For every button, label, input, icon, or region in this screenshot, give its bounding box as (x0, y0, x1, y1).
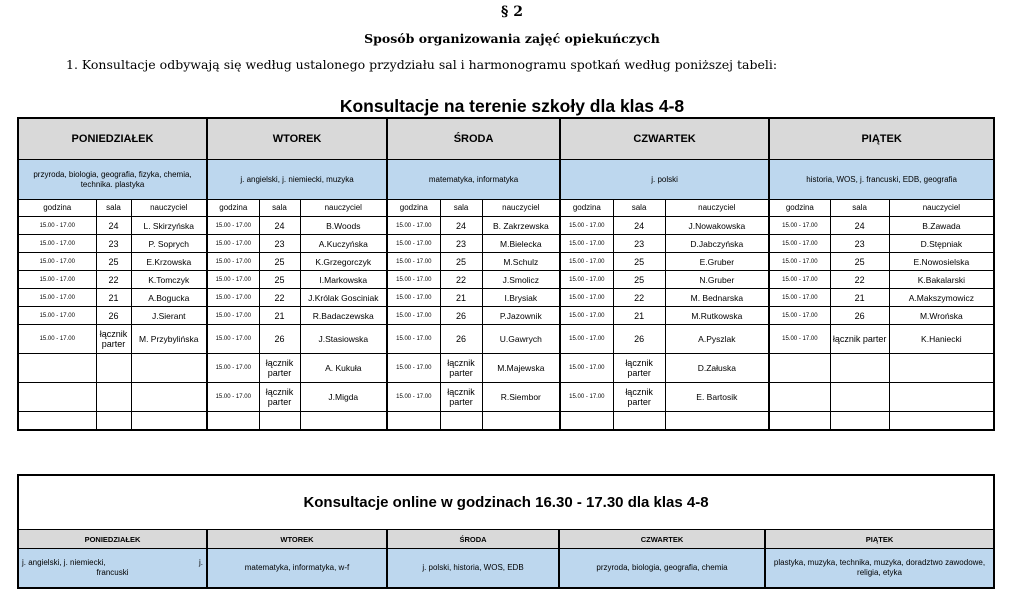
room-cell (259, 412, 300, 431)
day-header-monday: PONIEDZIAŁEK (18, 118, 207, 160)
time-cell: 15.00 - 17.00 (560, 307, 613, 325)
room-cell: łącznik parter (96, 325, 131, 354)
time-cell: 15.00 - 17.00 (769, 235, 830, 253)
subjects-thursday: j. polski (560, 160, 769, 200)
online-subjects-monday (18, 549, 207, 589)
teacher-cell: K.Haniecki (889, 325, 994, 354)
time-cell: 15.00 - 17.00 (387, 235, 440, 253)
teacher-cell: R.Siembor (482, 383, 560, 412)
online-day-thursday: CZWARTEK (559, 530, 765, 549)
room-cell (830, 354, 889, 383)
time-cell: 15.00 - 17.00 (207, 383, 259, 412)
teacher-cell: E. Bartosik (665, 383, 769, 412)
online-subjects-wednesday: j. polski, historia, WOS, EDB (387, 549, 559, 589)
room-cell: 21 (613, 307, 665, 325)
room-cell: 24 (259, 217, 300, 235)
room-cell: łącznik parter (440, 383, 482, 412)
room-cell: 21 (830, 289, 889, 307)
teacher-cell: B. Zakrzewska (482, 217, 560, 235)
room-cell (830, 383, 889, 412)
time-cell: 15.00 - 17.00 (207, 307, 259, 325)
col-header-time: godzina (18, 200, 96, 217)
time-cell: 15.00 - 17.00 (560, 354, 613, 383)
time-cell: 15.00 - 17.00 (769, 253, 830, 271)
room-cell: 24 (613, 217, 665, 235)
time-cell (18, 412, 96, 431)
time-cell (769, 354, 830, 383)
teacher-cell: R.Badaczewska (300, 307, 387, 325)
time-cell (769, 412, 830, 431)
teacher-cell: E.Krzowska (131, 253, 207, 271)
time-cell: 15.00 - 17.00 (18, 235, 96, 253)
time-cell (387, 412, 440, 431)
teacher-cell: D.Załuska (665, 354, 769, 383)
time-cell: 15.00 - 17.00 (18, 253, 96, 271)
time-cell: 15.00 - 17.00 (18, 271, 96, 289)
room-cell: łącznik parter (830, 325, 889, 354)
time-cell: 15.00 - 17.00 (387, 383, 440, 412)
school-consultations-table (17, 117, 995, 431)
teacher-cell: K.Bakalarski (889, 271, 994, 289)
room-cell: 25 (613, 271, 665, 289)
room-cell: 25 (613, 253, 665, 271)
room-cell: 25 (96, 253, 131, 271)
room-cell: 25 (259, 253, 300, 271)
teacher-cell: M. Przybylińska (131, 325, 207, 354)
teacher-cell (665, 412, 769, 431)
teacher-cell: J.Stasiowska (300, 325, 387, 354)
teacher-cell: K.Tomczyk (131, 271, 207, 289)
room-cell: 26 (96, 307, 131, 325)
time-cell: 15.00 - 17.00 (387, 289, 440, 307)
room-cell (96, 383, 131, 412)
teacher-cell: U.Gawrych (482, 325, 560, 354)
col-header-time: godzina (560, 200, 613, 217)
room-cell: łącznik parter (613, 354, 665, 383)
teacher-cell (889, 354, 994, 383)
online-day-tuesday: WTOREK (207, 530, 387, 549)
online-subjects-monday-left: j. angielski, j. niemiecki, (22, 558, 106, 567)
col-header-room: sala (96, 200, 131, 217)
teacher-cell (889, 383, 994, 412)
teacher-cell: E.Nowosielska (889, 253, 994, 271)
room-cell: 22 (830, 271, 889, 289)
room-cell: 23 (440, 235, 482, 253)
room-cell: 22 (440, 271, 482, 289)
teacher-cell: M.Bielecka (482, 235, 560, 253)
subjects-wednesday: matematyka, informatyka (387, 160, 560, 200)
room-cell: 24 (440, 217, 482, 235)
time-cell: 15.00 - 17.00 (560, 383, 613, 412)
time-cell: 15.00 - 17.00 (207, 217, 259, 235)
teacher-cell: L. Skirzyńska (131, 217, 207, 235)
room-cell: 24 (96, 217, 131, 235)
teacher-cell: A.Kuczyńska (300, 235, 387, 253)
time-cell: 15.00 - 17.00 (387, 307, 440, 325)
teacher-cell: J.Królak Gosciniak (300, 289, 387, 307)
time-cell: 15.00 - 17.00 (207, 235, 259, 253)
section-title: Sposób organizowania zajęć opiekuńczych (364, 31, 660, 46)
room-cell: 21 (96, 289, 131, 307)
time-cell (18, 354, 96, 383)
room-cell (96, 354, 131, 383)
time-cell: 15.00 - 17.00 (560, 217, 613, 235)
time-cell: 15.00 - 17.00 (18, 289, 96, 307)
subjects-friday: historia, WOS, j. francuski, EDB, geografia (769, 160, 994, 200)
room-cell: 24 (830, 217, 889, 235)
col-header-teacher: nauczyciel (300, 200, 387, 217)
time-cell: 15.00 - 17.00 (18, 217, 96, 235)
room-cell: 25 (830, 253, 889, 271)
day-header-thursday: CZWARTEK (560, 118, 769, 160)
day-header-friday: PIĄTEK (769, 118, 994, 160)
school-table-title: Konsultacje na terenie szkoły dla klas 4-8 (339, 96, 685, 116)
teacher-cell (300, 412, 387, 431)
room-cell: 22 (613, 289, 665, 307)
room-cell: 26 (830, 307, 889, 325)
room-cell: łącznik parter (259, 383, 300, 412)
room-cell (613, 412, 665, 431)
time-cell: 15.00 - 17.00 (769, 289, 830, 307)
room-cell: 26 (440, 325, 482, 354)
teacher-cell: M.Wrońska (889, 307, 994, 325)
room-cell: 26 (613, 325, 665, 354)
room-cell: 25 (259, 271, 300, 289)
subjects-tuesday: j. angielski, j. niemiecki, muzyka (207, 160, 387, 200)
online-day-wednesday: ŚRODA (387, 530, 559, 549)
teacher-cell: P. Soprych (131, 235, 207, 253)
room-cell (830, 412, 889, 431)
room-cell: łącznik parter (440, 354, 482, 383)
day-header-wednesday: ŚRODA (387, 118, 560, 160)
day-header-tuesday: WTOREK (207, 118, 387, 160)
teacher-cell: M.Majewska (482, 354, 560, 383)
time-cell: 15.00 - 17.00 (387, 325, 440, 354)
time-cell: 15.00 - 17.00 (387, 354, 440, 383)
teacher-cell: J.Migda (300, 383, 387, 412)
time-cell: 15.00 - 17.00 (207, 354, 259, 383)
teacher-cell: A.Makszymowicz (889, 289, 994, 307)
teacher-cell: J.Smolicz (482, 271, 560, 289)
time-cell: 15.00 - 17.00 (18, 325, 96, 354)
teacher-cell: M.Schulz (482, 253, 560, 271)
teacher-cell: I.Markowska (300, 271, 387, 289)
teacher-cell: D.Jabczyńska (665, 235, 769, 253)
online-subjects-tuesday: matematyka, informatyka, w-f (207, 549, 387, 589)
room-cell: łącznik parter (259, 354, 300, 383)
teacher-cell: M. Bednarska (665, 289, 769, 307)
time-cell: 15.00 - 17.00 (207, 271, 259, 289)
col-header-room: sala (259, 200, 300, 217)
time-cell: 15.00 - 17.00 (560, 253, 613, 271)
teacher-cell (131, 412, 207, 431)
time-cell: 15.00 - 17.00 (207, 253, 259, 271)
col-header-room: sala (613, 200, 665, 217)
time-cell (560, 412, 613, 431)
col-header-time: godzina (769, 200, 830, 217)
time-cell: 15.00 - 17.00 (769, 271, 830, 289)
online-table-title: Konsultacje online w godzinach 16.30 - 17.30 dla klas 4-8 (18, 475, 994, 530)
room-cell: 22 (96, 271, 131, 289)
teacher-cell: A.Pyszlak (665, 325, 769, 354)
subjects-monday: przyroda, biologia, geografia, fizyka, chemia, technika. plastyka (18, 160, 207, 200)
room-cell: łącznik parter (613, 383, 665, 412)
time-cell: 15.00 - 17.00 (207, 289, 259, 307)
online-day-friday: PIĄTEK (765, 530, 994, 549)
room-cell: 23 (96, 235, 131, 253)
time-cell: 15.00 - 17.00 (769, 307, 830, 325)
col-header-teacher: nauczyciel (889, 200, 994, 217)
teacher-cell (131, 383, 207, 412)
time-cell: 15.00 - 17.00 (560, 289, 613, 307)
teacher-cell: D.Stępniak (889, 235, 994, 253)
teacher-cell (889, 412, 994, 431)
teacher-cell: E.Gruber (665, 253, 769, 271)
room-cell (440, 412, 482, 431)
online-subjects-friday: plastyka, muzyka, technika, muzyka, doradztwo zawodowe, religia, etyka (765, 549, 994, 589)
col-header-teacher: nauczyciel (131, 200, 207, 217)
room-cell: 25 (440, 253, 482, 271)
room-cell: 26 (259, 325, 300, 354)
online-subjects-thursday: przyroda, biologia, geografia, chemia (559, 549, 765, 589)
room-cell: 21 (259, 307, 300, 325)
time-cell: 15.00 - 17.00 (560, 271, 613, 289)
teacher-cell: P.Jazownik (482, 307, 560, 325)
time-cell: 15.00 - 17.00 (560, 325, 613, 354)
teacher-cell: K.Grzegorczyk (300, 253, 387, 271)
col-header-room: sala (830, 200, 889, 217)
time-cell (207, 412, 259, 431)
teacher-cell: I.Brysiak (482, 289, 560, 307)
time-cell: 15.00 - 17.00 (387, 253, 440, 271)
room-cell: 23 (259, 235, 300, 253)
room-cell: 21 (440, 289, 482, 307)
col-header-teacher: nauczyciel (665, 200, 769, 217)
teacher-cell: J.Sierant (131, 307, 207, 325)
online-subjects-monday-right: j. (199, 558, 203, 567)
time-cell: 15.00 - 17.00 (769, 217, 830, 235)
time-cell (769, 383, 830, 412)
time-cell: 15.00 - 17.00 (18, 307, 96, 325)
time-cell: 15.00 - 17.00 (387, 271, 440, 289)
intro-paragraph: 1. Konsultacje odbywają się według ustalonego przydziału sal i harmonogramu spotkań według poniższej tabeli: (66, 57, 778, 72)
online-subjects-monday-line2: francuski (96, 568, 129, 577)
col-header-room: sala (440, 200, 482, 217)
room-cell: 26 (440, 307, 482, 325)
teacher-cell (131, 354, 207, 383)
teacher-cell: B.Woods (300, 217, 387, 235)
time-cell: 15.00 - 17.00 (769, 325, 830, 354)
room-cell: 22 (259, 289, 300, 307)
section-number: § 2 (501, 4, 523, 20)
room-cell: 23 (613, 235, 665, 253)
teacher-cell: B.Zawada (889, 217, 994, 235)
col-header-time: godzina (387, 200, 440, 217)
teacher-cell: A.Bogucka (131, 289, 207, 307)
room-cell: 23 (830, 235, 889, 253)
teacher-cell: M.Rutkowska (665, 307, 769, 325)
col-header-teacher: nauczyciel (482, 200, 560, 217)
time-cell: 15.00 - 17.00 (387, 217, 440, 235)
teacher-cell: N.Gruber (665, 271, 769, 289)
teacher-cell: A. Kukuła (300, 354, 387, 383)
online-day-monday: PONIEDZIAŁEK (18, 530, 207, 549)
room-cell (96, 412, 131, 431)
teacher-cell: J.Nowakowska (665, 217, 769, 235)
time-cell: 15.00 - 17.00 (207, 325, 259, 354)
col-header-time: godzina (207, 200, 259, 217)
teacher-cell (482, 412, 560, 431)
online-consultations-table (17, 474, 995, 589)
time-cell (18, 383, 96, 412)
time-cell: 15.00 - 17.00 (560, 235, 613, 253)
